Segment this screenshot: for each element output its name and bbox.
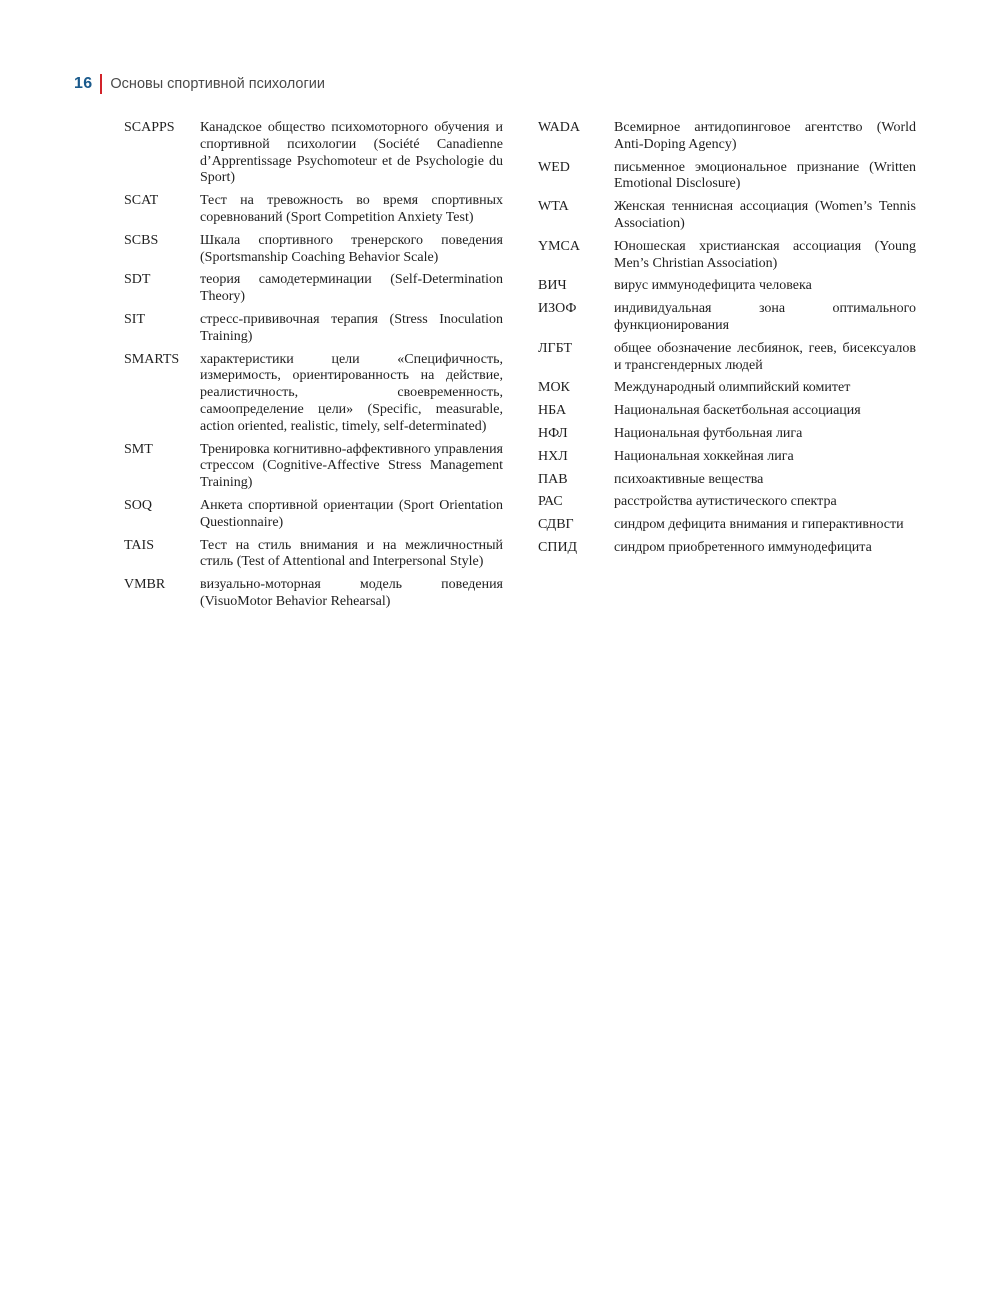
abbreviation-entry xyxy=(538,278,916,295)
abbreviation-entry xyxy=(538,494,916,511)
definition: характеристики цели «Специфичность, измеримость, ориентированность на действие, реалистичность, своевременность, самоопределение цели» (Specific, measurable, action oriented, realistic, timely, self-determinated) xyxy=(200,351,503,434)
abbreviation-entry xyxy=(538,199,916,233)
definition: Тест на тревожность во время спортивных соревнований (Sport Competition Anxiety Test) xyxy=(200,193,503,225)
definition: Всемирное антидопинговое агентство (World Anti-Doping Agency) xyxy=(614,120,916,152)
abbreviation-entry xyxy=(538,380,916,397)
abbreviation: ВИЧ xyxy=(538,278,567,294)
definition: индивидуальная зона оптимального функционирования xyxy=(614,301,916,333)
definition: синдром приобретенного иммунодефицита xyxy=(614,539,872,555)
running-title: Основы спортивной психологии xyxy=(110,76,325,92)
abbreviation: VMBR xyxy=(124,577,166,593)
abbreviation: НБА xyxy=(538,403,567,419)
abbreviation: ЛГБТ xyxy=(538,340,572,356)
abbreviation: СПИД xyxy=(538,539,578,555)
abbreviation-entry xyxy=(538,120,916,154)
definition: теория самодетерминации (Self-Determination Theory) xyxy=(200,272,503,305)
abbreviation: YMCA xyxy=(538,238,581,254)
abbreviation: МОК xyxy=(538,380,570,396)
abbreviation-entry xyxy=(538,239,916,273)
definition: Тренировка когнитивно-аффективного управления стрессом (Cognitive-Affective Stress Management Training) xyxy=(200,441,503,491)
definition: Национальная футбольная лига xyxy=(614,425,803,441)
abbreviation-entry xyxy=(538,472,916,489)
abbreviation: WED xyxy=(538,159,570,175)
abbreviation-entry xyxy=(124,577,503,611)
definition: Национальная баскетбольная ассоциация xyxy=(614,403,861,419)
definition: Национальная хоккейная лига xyxy=(614,448,794,464)
abbreviation: SMARTS xyxy=(124,351,180,367)
abbreviation: SCBS xyxy=(124,232,159,248)
abbreviation: ПАВ xyxy=(538,471,568,487)
abbreviation-entry xyxy=(538,160,916,194)
abbreviation: SIT xyxy=(124,311,145,327)
definition: синдром дефицита внимания и гиперактивности xyxy=(614,517,904,533)
definition: Юношеская христианская ассоциация (Young Men’s Christian Association) xyxy=(614,238,916,271)
abbreviation-entry xyxy=(538,403,916,420)
abbreviation-entry xyxy=(124,352,503,436)
abbreviation-entry xyxy=(538,426,916,443)
definition: Международный олимпийский комитет xyxy=(614,380,851,396)
definition: Тест на стиль внимания и на межличностный стиль (Test of Attentional and Interpersonal Style) xyxy=(200,537,503,570)
abbreviation: НХЛ xyxy=(538,448,568,464)
definition: Женская теннисная ассоциация (Women’s Tennis Association) xyxy=(614,199,916,231)
abbreviation: SCAT xyxy=(124,193,159,209)
definition: Анкета спортивной ориентации (Sport Orientation Questionnaire) xyxy=(200,497,503,530)
abbreviation-entry xyxy=(538,449,916,466)
abbreviation-entry xyxy=(124,193,503,227)
abbreviation-entry xyxy=(538,341,916,375)
definition: визуально-моторная модель поведения (VisuoMotor Behavior Rehearsal) xyxy=(200,577,503,609)
abbreviation-entry xyxy=(538,517,916,534)
abbreviation-entry xyxy=(124,233,503,267)
definition: расстройства аутистического спектра xyxy=(614,494,837,510)
abbreviation: TAIS xyxy=(124,537,154,553)
abbreviation-entry xyxy=(538,540,916,557)
abbreviation: SDT xyxy=(124,272,151,288)
abbreviation: СДВГ xyxy=(538,517,574,533)
definition: письменное эмоциональное признание (Written Emotional Disclosure) xyxy=(614,159,916,192)
abbreviation: WADA xyxy=(538,120,580,135)
abbreviation-entry xyxy=(124,120,503,187)
header-divider xyxy=(100,74,102,94)
page-number: 16 xyxy=(74,75,93,92)
abbreviation-list-left xyxy=(124,120,503,617)
abbreviation-entry xyxy=(124,498,503,532)
definition: Шкала спортивного тренерского поведения (Sportsmanship Coaching Behavior Scale) xyxy=(200,232,503,265)
definition: стресс-прививочная терапия (Stress Inoculation Training) xyxy=(200,311,503,344)
definition: психоактивные вещества xyxy=(614,471,764,487)
abbreviation: WTA xyxy=(538,199,569,215)
abbreviation: РАС xyxy=(538,494,563,510)
abbreviation-entry xyxy=(124,312,503,346)
abbreviation-entry xyxy=(124,442,503,492)
abbreviation: ИЗОФ xyxy=(538,301,577,317)
abbreviation-entry xyxy=(538,301,916,335)
page-header xyxy=(74,73,325,95)
abbreviation-entry xyxy=(124,272,503,306)
abbreviation: SOQ xyxy=(124,497,153,513)
definition: общее обозначение лесбиянок, геев, бисексуалов и трансгендерных людей xyxy=(614,340,916,373)
abbreviation-entry xyxy=(124,538,503,572)
abbreviation-list-right xyxy=(538,120,916,563)
definition: вирус иммунодефицита человека xyxy=(614,278,812,294)
abbreviation: SMT xyxy=(124,441,153,457)
definition: Канадское общество психомоторного обучения и спортивной психологии (Société Canadienne d’Apprentissage Psychomoteur et de Psychologie du Sport) xyxy=(200,120,503,186)
abbreviation: SCAPPS xyxy=(124,120,175,135)
abbreviation: НФЛ xyxy=(538,425,568,441)
